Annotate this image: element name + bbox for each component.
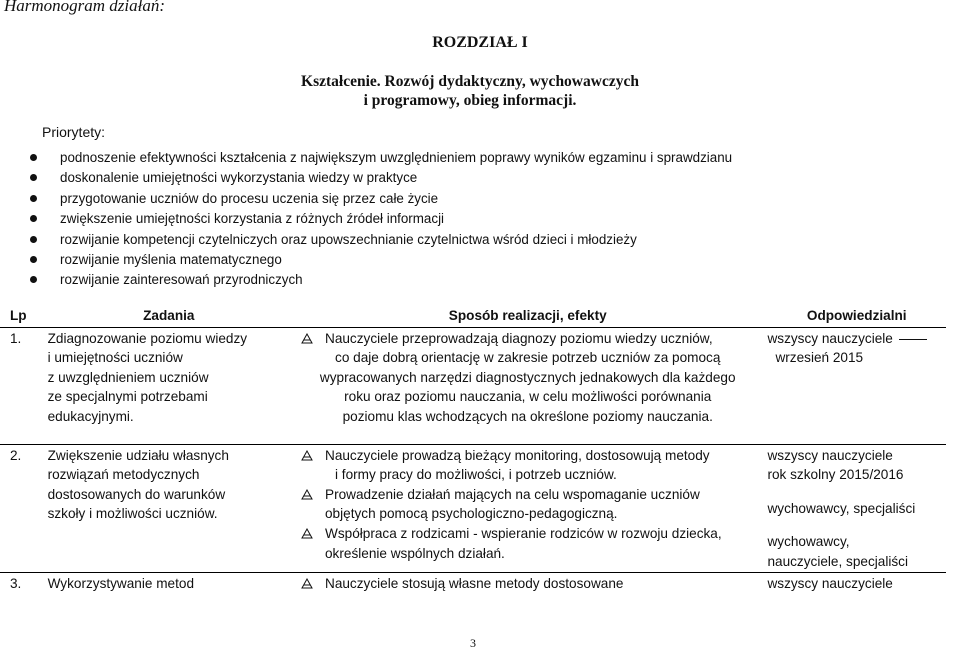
priorities-label: Priorytety: bbox=[42, 124, 106, 140]
schedule-table bbox=[0, 306, 946, 593]
cell-lp: 3. bbox=[0, 572, 40, 593]
bullet-icon bbox=[30, 236, 37, 243]
responsible-line: wychowawcy, bbox=[767, 534, 850, 550]
priority-text: doskonalenie umiejętności wykorzystania wiedzy w praktyce bbox=[60, 170, 418, 186]
triangle-bullet-icon bbox=[301, 528, 313, 539]
table-row bbox=[0, 572, 946, 593]
responsible-line bbox=[767, 518, 946, 532]
cell-method bbox=[298, 444, 757, 572]
responsible-line: wszyscy nauczyciele bbox=[767, 329, 946, 349]
priorities-list bbox=[30, 148, 732, 291]
triangle-bullet-icon bbox=[301, 333, 313, 344]
task-line: rozwiązań metodycznych bbox=[47, 467, 200, 483]
method-line: Prowadzenie działań mających na celu wspomaganie uczniów bbox=[298, 485, 757, 505]
method-line: Nauczyciele przeprowadzają diagnozy poziomu wiedzy uczniów, bbox=[298, 329, 757, 349]
page-number: 3 bbox=[470, 636, 476, 650]
priority-item bbox=[30, 270, 732, 290]
cell-responsible bbox=[757, 572, 946, 593]
bullet-icon bbox=[30, 215, 37, 222]
method-line: poziomu klas wchodzących na określone poziomy nauczania. bbox=[342, 408, 713, 424]
bullet-icon bbox=[30, 276, 37, 283]
task-line: z uwzględnieniem uczniów bbox=[47, 369, 209, 385]
cell-task bbox=[40, 444, 298, 572]
task-line: szkoły i możliwości uczniów. bbox=[47, 506, 218, 522]
method-line: roku oraz poziomu nauczania, w celu możliwości porównania bbox=[344, 389, 712, 405]
cell-task bbox=[40, 572, 298, 593]
responsible-line: nauczyciele, specjaliści bbox=[767, 553, 908, 569]
bullet-icon bbox=[30, 154, 37, 161]
cell-method bbox=[298, 327, 757, 444]
dash-divider bbox=[899, 339, 927, 340]
subtitle-line: Kształcenie. Rozwój dydaktyczny, wychowawczych bbox=[301, 73, 639, 90]
bullet-icon bbox=[30, 256, 37, 263]
method-line: wypracowanych narzędzi diagnostycznych jednakowych dla każdego bbox=[319, 369, 736, 385]
responsible-line: wszyscy nauczyciele bbox=[767, 447, 893, 463]
priority-item bbox=[30, 250, 732, 270]
cell-task bbox=[40, 327, 298, 444]
cell-responsible bbox=[757, 444, 946, 572]
priority-item bbox=[30, 189, 732, 209]
responsible-line: rok szkolny 2015/2016 bbox=[767, 467, 904, 483]
method-line: Współpraca z rodzicami - wspieranie rodziców w rozwoju dziecka, bbox=[298, 524, 757, 544]
task-line: Wykorzystywanie metod bbox=[47, 575, 195, 591]
responsible-line: wychowawcy, specjaliści bbox=[767, 500, 916, 516]
task-line: Zdiagnozowanie poziomu wiedzy bbox=[47, 330, 248, 346]
subtitle-line: i programowy, obieg informacji. bbox=[363, 92, 577, 109]
document-heading: Harmonogram działań: bbox=[4, 0, 166, 15]
method-line: Nauczyciele prowadzą bieżący monitoring, dostosowują metody bbox=[298, 446, 757, 466]
responsible-line: wrzesień 2015 bbox=[775, 350, 864, 366]
priority-text: zwiększenie umiejętności korzystania z różnych źródeł informacji bbox=[60, 211, 445, 227]
priority-item bbox=[30, 209, 732, 229]
priority-item bbox=[30, 230, 732, 250]
priority-item bbox=[30, 168, 732, 188]
method-line: określenie wspólnych działań. bbox=[325, 545, 505, 561]
column-header-tasks: Zadania bbox=[40, 306, 298, 327]
priority-text: rozwijanie myślenia matematycznego bbox=[60, 251, 282, 267]
method-line: objętych pomocą psychologiczno-pedagogiczną. bbox=[325, 506, 618, 522]
responsible-line: wszyscy nauczyciele bbox=[767, 575, 893, 591]
chapter-title: ROZDZIAŁ I bbox=[432, 34, 528, 51]
column-header-method: Sposób realizacji, efekty bbox=[298, 306, 757, 327]
triangle-bullet-icon bbox=[301, 450, 313, 461]
table-row bbox=[0, 444, 946, 572]
bullet-icon bbox=[30, 174, 37, 181]
task-line: ze specjalnymi potrzebami bbox=[47, 389, 208, 405]
method-line: i formy pracy do możliwości, i potrzeb uczniów. bbox=[335, 467, 617, 483]
bullet-icon bbox=[30, 195, 37, 202]
task-line: Zwiększenie udziału własnych bbox=[47, 447, 229, 463]
column-header-lp: Lp bbox=[0, 306, 40, 327]
method-line: co daje dobrą orientację w zakresie potrzeb uczniów za pomocą bbox=[335, 350, 721, 366]
priority-text: podnoszenie efektywności kształcenia z największym uwzględnieniem poprawy wyników egzaminu i sprawdzianu bbox=[60, 150, 733, 165]
method-line: Nauczyciele stosują własne metody dostosowane bbox=[298, 574, 757, 594]
priority-text: rozwijanie zainteresowań przyrodniczych bbox=[60, 272, 303, 288]
task-line: i umiejętności uczniów bbox=[47, 350, 183, 366]
cell-responsible bbox=[757, 327, 946, 444]
triangle-bullet-icon bbox=[301, 489, 313, 500]
task-line: dostosowanych do warunków bbox=[47, 486, 226, 502]
chapter-subtitle bbox=[0, 72, 940, 110]
cell-lp: 1. bbox=[10, 330, 22, 346]
table-header-row bbox=[0, 306, 946, 327]
cell-lp: 2. bbox=[0, 444, 40, 572]
priority-text: przygotowanie uczniów do procesu uczenia się przez całe życie bbox=[60, 190, 439, 206]
priority-item bbox=[30, 148, 732, 168]
priority-text: rozwijanie kompetencji czytelniczych oraz upowszechnianie czytelnictwa wśród dzieci i młodzieży bbox=[60, 231, 637, 247]
cell-method bbox=[298, 572, 757, 593]
task-line: edukacyjnymi. bbox=[47, 408, 134, 424]
responsible-line bbox=[767, 485, 946, 499]
column-header-responsible: Odpowiedzialni bbox=[757, 306, 946, 327]
triangle-bullet-icon bbox=[301, 578, 313, 589]
table-row bbox=[0, 327, 946, 444]
